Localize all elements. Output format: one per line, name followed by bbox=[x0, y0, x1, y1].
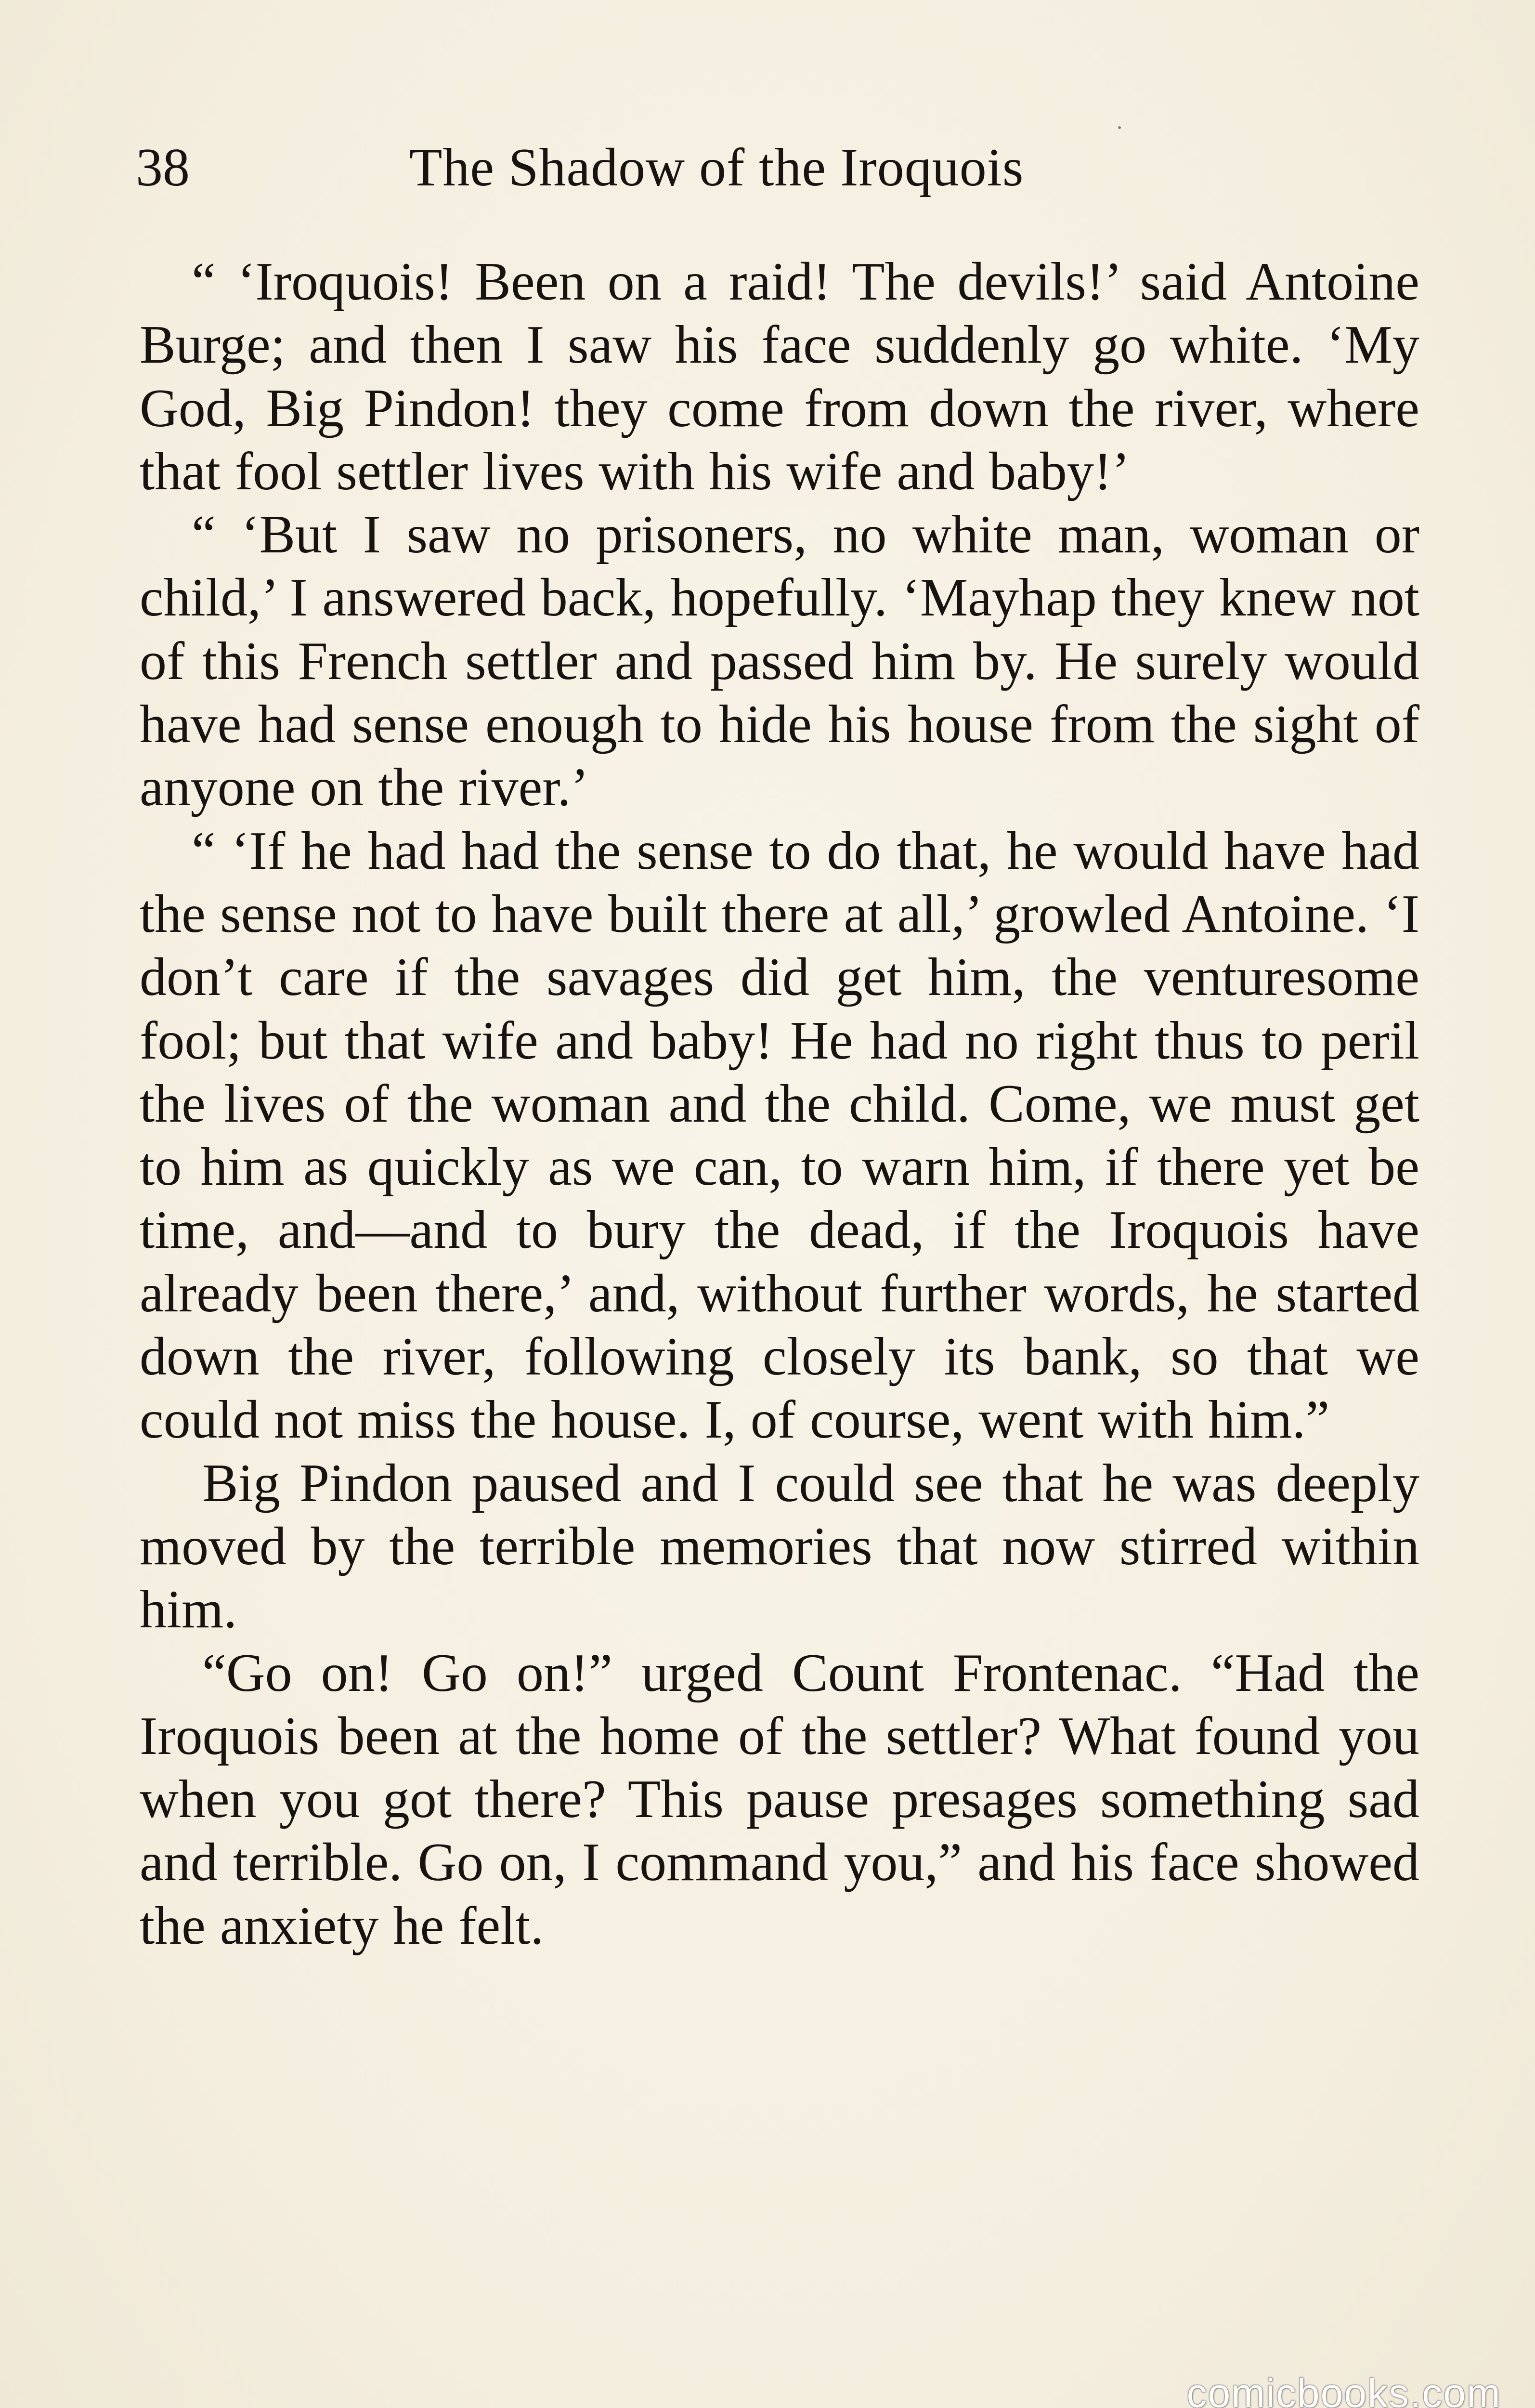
paragraph: “Go on! Go on!” urged Count Frontenac. “Had the Iroquois been at the home of the settler? What found you when you got there? This pause presages something sad and terrible. Go on, I command you,” and his face showed the anxiety he felt. bbox=[140, 1643, 1419, 1956]
paragraph: “ ‘If he had had the sense to do that, he would have had the sense not to have built there at all,’ growled Antoine. ‘I don’t care if the savages did get him, the venturesome fool; but that wife and baby! He had no right thus to peril the lives of the woman and the child. Come, we must get to him as quickly as we can, to warn him, if there yet be time, and—and to bury the dead, if the Iroquois have already been there,’ and, without further words, he started down the river, following closely its bank, so that we could not miss the house. I, of course, went with him.” bbox=[140, 821, 1419, 1450]
body-text bbox=[140, 250, 1419, 1958]
paragraph: Big Pindon paused and I could see that he was deeply moved by the terrible memories that now stirred within him. bbox=[140, 1453, 1419, 1640]
paragraph: “ ‘Iroquois! Been on a raid! The devils!’ said Antoine Burge; and then I saw his face suddenly go white. ‘My God, Big Pindon! they come from down the river, where that fool settler lives with his wife and baby!’ bbox=[140, 252, 1419, 501]
paragraph: “ ‘But I saw no prisoners, no white man, woman or child,’ I answered back, hopefully. ‘Mayhap they knew not of this French settler and passed him by. He surely would have had sense enough to hide his house from the sight of anyone on the river.’ bbox=[140, 505, 1419, 818]
paper-speck bbox=[1118, 126, 1121, 129]
running-head bbox=[136, 129, 1426, 206]
watermark: comicbooks.com bbox=[1186, 2370, 1501, 2408]
page-number: 38 bbox=[136, 138, 190, 197]
book-title: The Shadow of the Iroquois bbox=[409, 138, 1024, 197]
